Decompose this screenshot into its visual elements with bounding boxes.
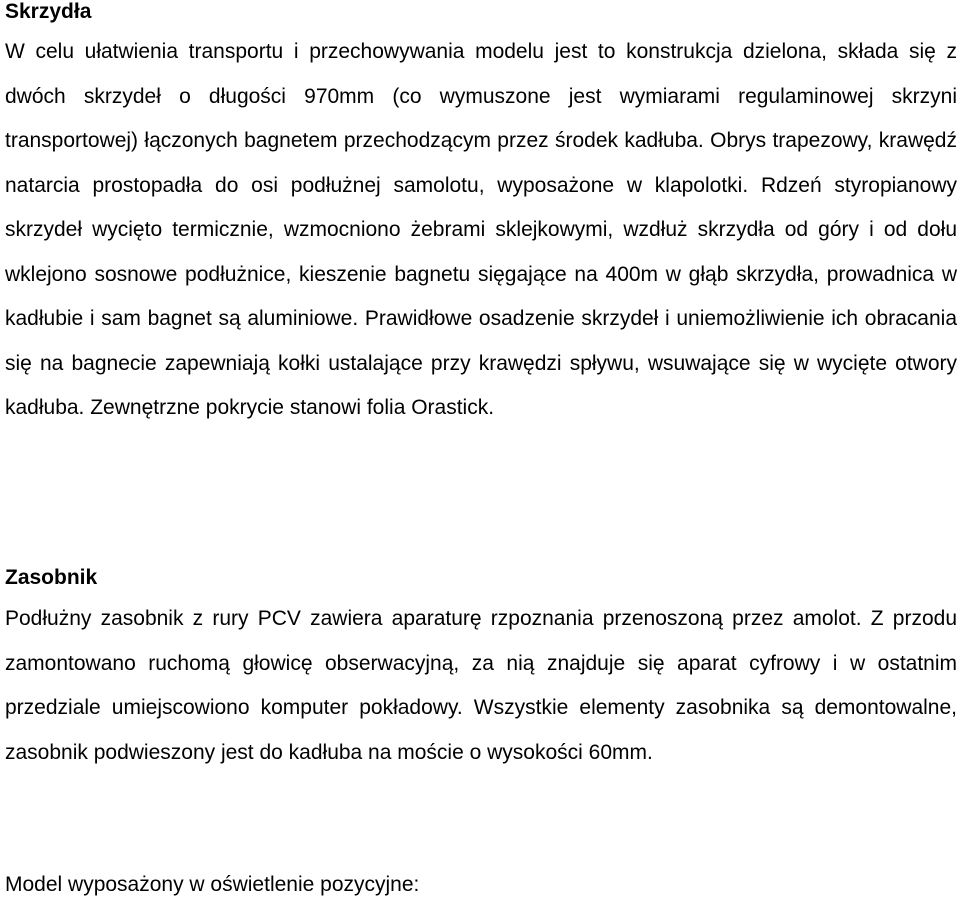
final-line: Model wyposażony w oświetlenie pozycyjne:	[5, 873, 420, 896]
section-heading-zasobnik: Zasobnik	[5, 566, 98, 589]
section-heading-skrzydla: Skrzydła	[5, 0, 92, 23]
section-paragraph-skrzydla: W celu ułatwienia transportu i przechowywania modelu jest to konstrukcja dzielona, składa się z dwóch skrzydeł o długości 970mm (co wymuszone jest wymiarami regulaminowej skrzyni transportowej) łączonych bagnetem przechodzącym przez środek kadłuba. Obrys trapezowy, krawędź natarcia prostopadła do osi podłużnej samolotu, wyposażone w klapolotki. Rdzeń styropianowy skrzydeł wycięto termicznie, wzmocniono żebrami sklejkowymi, wzdłuż skrzydła od góry i od dołu wklejono sosnowe podłużnice, kieszenie bagnetu sięgające na 400m w głąb skrzydła, prowadnica w kadłubie i sam bagnet są aluminiowe. Prawidłowe osadzenie skrzydeł i uniemożliwienie ich obracania się na bagnecie zapewniają kołki ustalające przy krawędzi spływu, wsuwające się w wycięte otwory kadłuba. Zewnętrzne pokrycie stanowi folia Orastick.	[5, 40, 957, 419]
section-paragraph-zasobnik: Podłużny zasobnik z rury PCV zawiera aparaturę rzpoznania przenoszoną przez amolot. Z przodu zamontowano ruchomą głowicę obserwacyjną, za nią znajduje się aparat cyfrowy i w ostatnim przedziale umiejscowiono komputer pokładowy. Wszystkie elementy zasobnika są demontowalne, zasobnik podwieszony jest do kadłuba na moście o wysokości 60mm.	[5, 607, 957, 764]
